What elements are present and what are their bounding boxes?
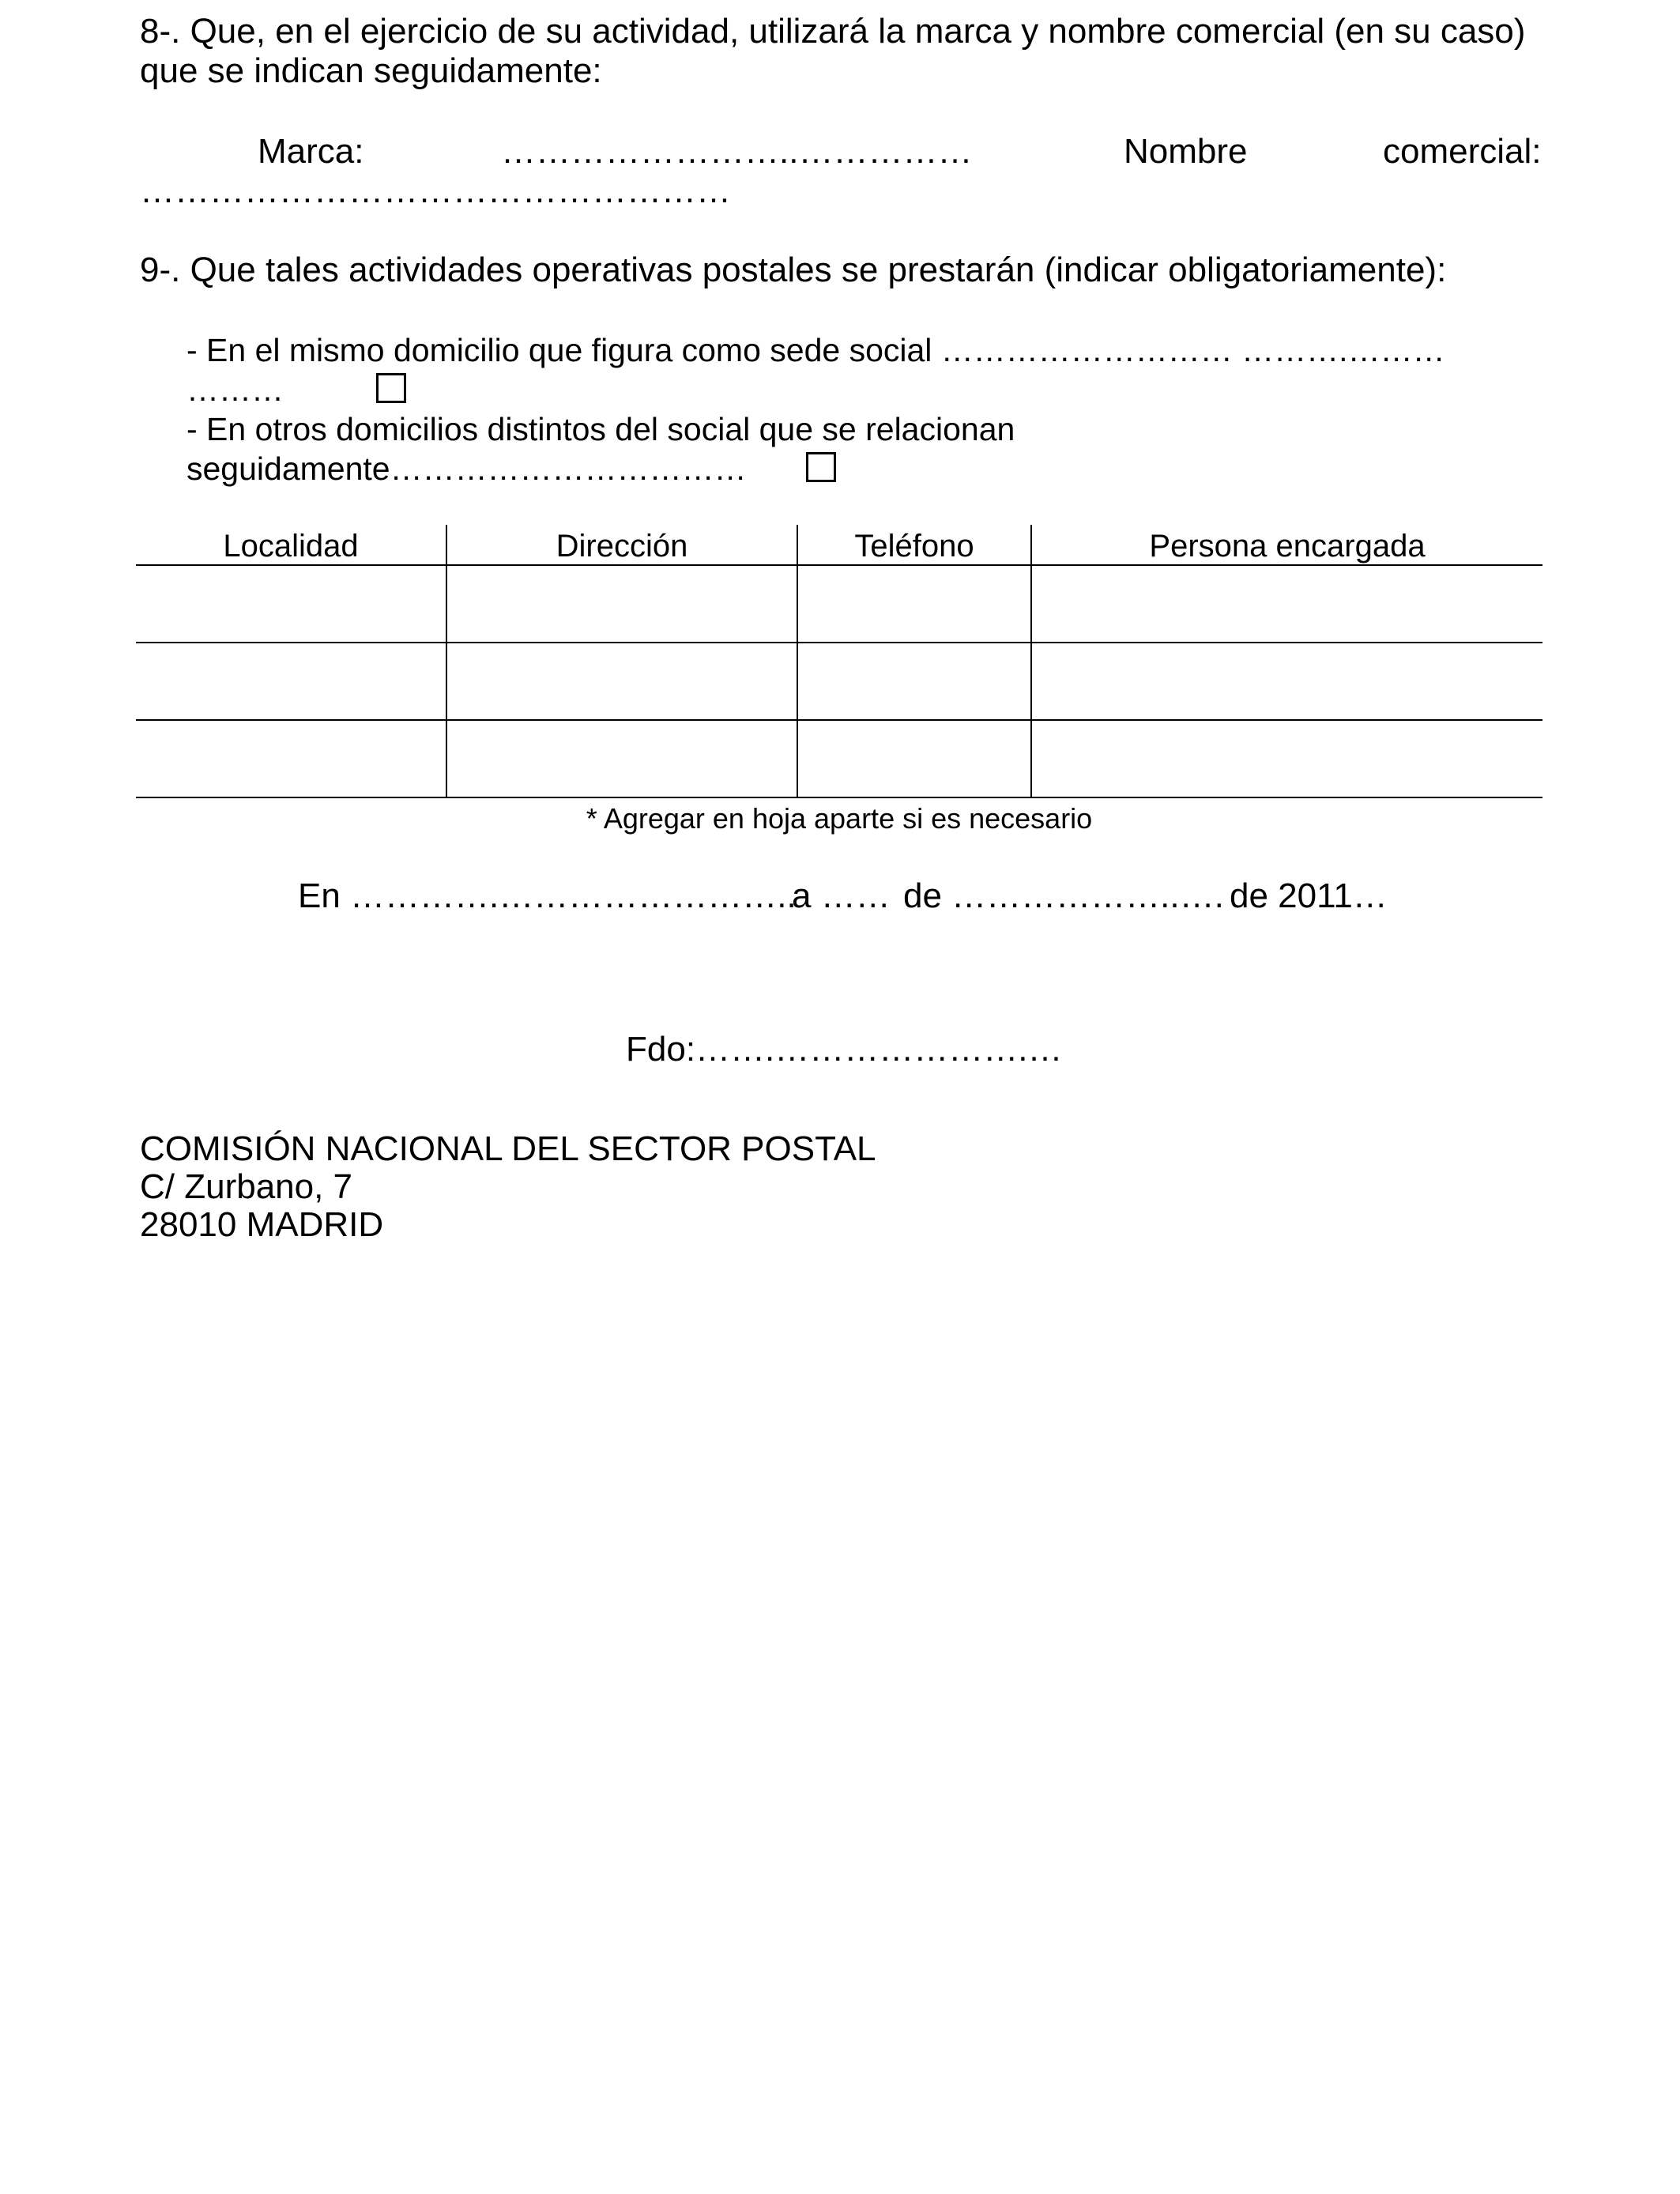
table-cell[interactable] bbox=[797, 643, 1031, 720]
nombre-label: Nombre bbox=[1124, 132, 1248, 171]
section9-heading: 9-. Que tales actividades operativas postales se prestarán (indicar obligatoriamente): bbox=[140, 251, 1447, 289]
table-cell[interactable] bbox=[136, 720, 446, 797]
table-cell[interactable] bbox=[136, 643, 446, 720]
comercial-label: comercial: bbox=[1383, 132, 1542, 171]
table-header-row bbox=[136, 525, 1543, 565]
option-other-address-line1: - En otros domicilios distintos del social que se relacionan bbox=[186, 411, 1015, 447]
table-cell[interactable] bbox=[1031, 565, 1543, 643]
nombre-comercial-field[interactable]: …………………………………………… bbox=[140, 172, 731, 210]
table-note: * Agregar en hoja aparte si es necesario bbox=[586, 802, 1093, 835]
option-other-address-line2: seguidamente…………………………… bbox=[186, 450, 747, 487]
signature-field[interactable]: Fdo:…….………………….… bbox=[626, 1030, 1063, 1069]
date-year-field[interactable]: de 2011… bbox=[1230, 876, 1388, 915]
column-header-telefono: Teléfono bbox=[797, 525, 1031, 565]
addresses-table bbox=[136, 525, 1543, 798]
address-line3: 28010 MADRID bbox=[140, 1205, 384, 1244]
same-address-checkbox[interactable] bbox=[376, 373, 406, 403]
table-cell[interactable] bbox=[446, 565, 797, 643]
section8-text-line1: 8-. Que, en el ejercicio de su actividad, utilizará la marca y nombre comercial (en su caso) bbox=[140, 12, 1526, 51]
table-cell[interactable] bbox=[797, 565, 1031, 643]
option-same-address-line1: - En el mismo domicilio que figura como sede social ……………………… ……….……… bbox=[186, 332, 1445, 368]
table-row bbox=[136, 720, 1543, 797]
marca-field[interactable]: ……………………..…………… bbox=[501, 132, 973, 171]
other-address-checkbox[interactable] bbox=[806, 452, 836, 482]
option-same-address-line2: ……… bbox=[186, 371, 284, 408]
table-cell[interactable] bbox=[136, 565, 446, 643]
date-day-field[interactable]: a …… bbox=[792, 876, 891, 915]
date-month-field[interactable]: de ………………..…. bbox=[903, 876, 1224, 915]
table-cell[interactable] bbox=[1031, 643, 1543, 720]
table-cell[interactable] bbox=[446, 720, 797, 797]
marca-label: Marca: bbox=[258, 132, 364, 171]
address-line1: COMISIÓN NACIONAL DEL SECTOR POSTAL bbox=[140, 1129, 876, 1168]
address-line2: C/ Zurbano, 7 bbox=[140, 1167, 353, 1206]
table-cell[interactable] bbox=[1031, 720, 1543, 797]
table-row bbox=[136, 565, 1543, 643]
table-cell[interactable] bbox=[446, 643, 797, 720]
date-place-field[interactable]: En ………….…………………….. bbox=[298, 876, 797, 915]
column-header-persona-encargada: Persona encargada bbox=[1031, 525, 1543, 565]
section8-text-line2: que se indican seguidamente: bbox=[140, 51, 602, 90]
column-header-localidad: Localidad bbox=[136, 525, 446, 565]
table-cell[interactable] bbox=[797, 720, 1031, 797]
table-row bbox=[136, 643, 1543, 720]
column-header-direccion: Dirección bbox=[446, 525, 797, 565]
